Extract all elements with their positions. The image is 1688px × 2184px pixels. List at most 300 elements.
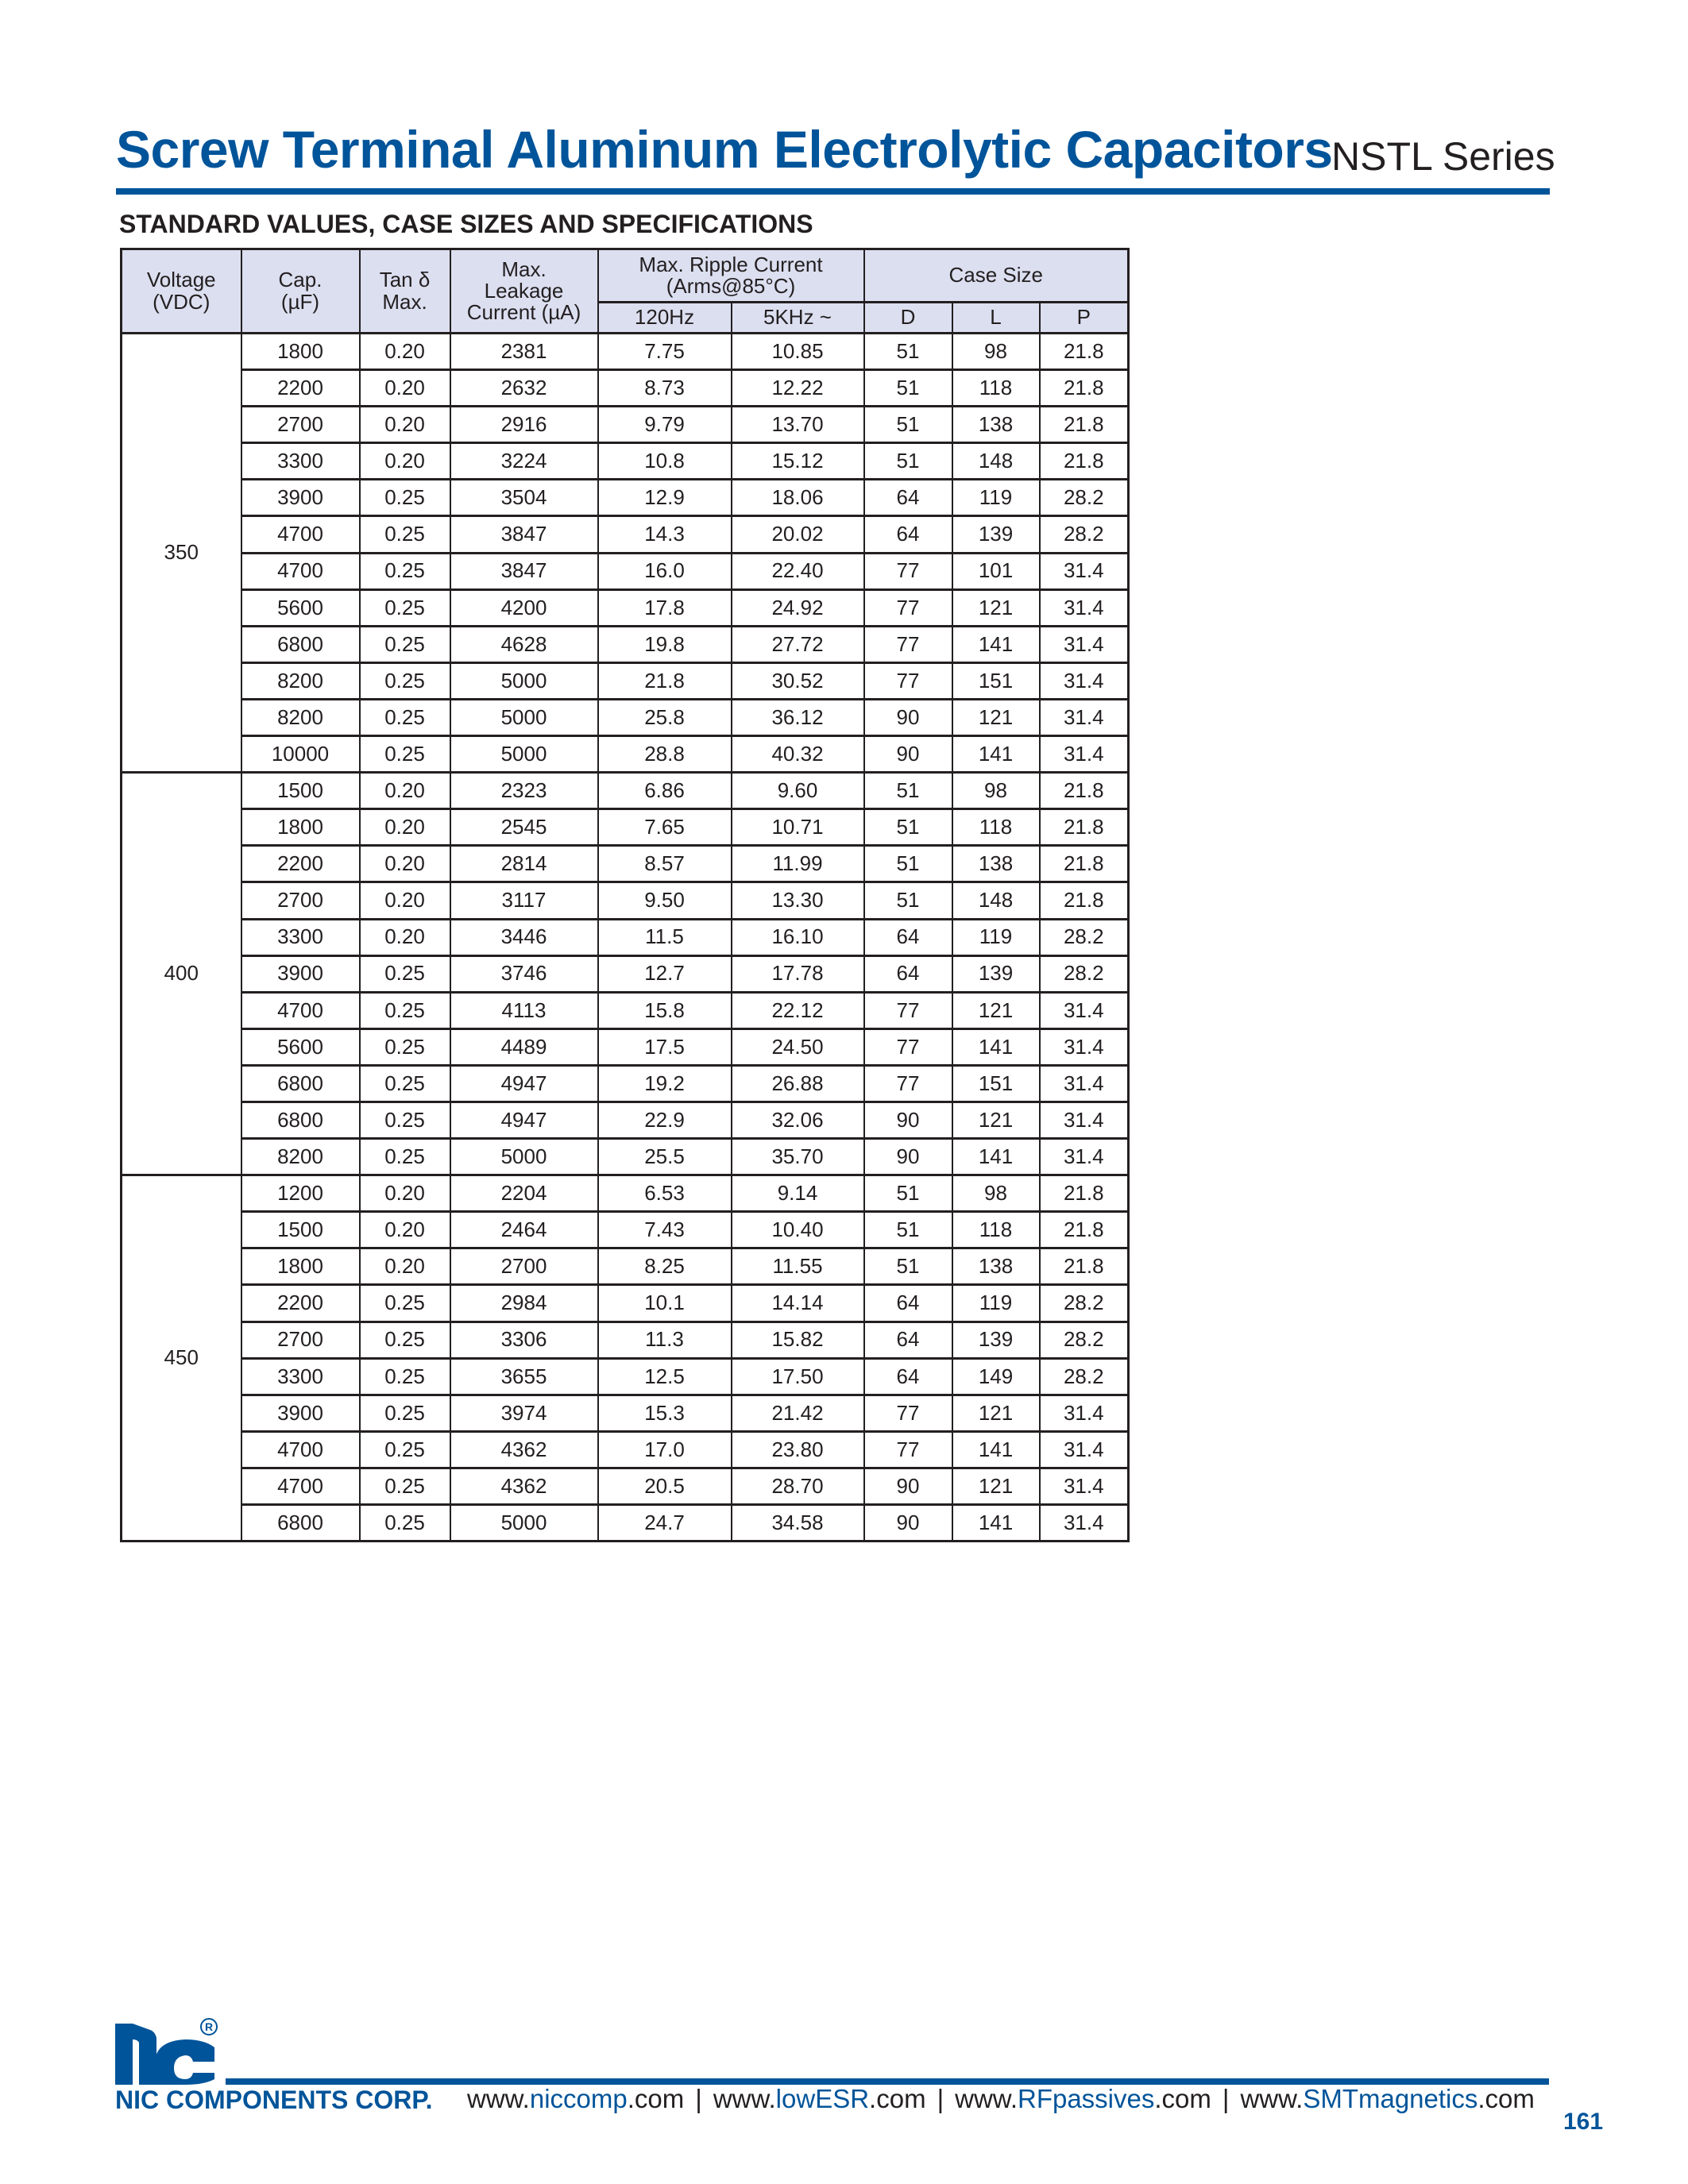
ripple-120hz-cell: 9.79 (598, 407, 732, 443)
case-p-cell: 21.8 (1040, 882, 1129, 919)
cap-cell: 1500 (241, 1212, 360, 1248)
case-d-cell: 77 (864, 589, 952, 626)
case-p-cell: 28.2 (1040, 1285, 1129, 1322)
case-l-cell: 138 (952, 407, 1040, 443)
case-d-cell: 51 (864, 334, 952, 370)
case-l-cell: 148 (952, 882, 1040, 919)
table-row (122, 1175, 1129, 1212)
case-d-cell: 64 (864, 919, 952, 955)
case-d-cell: 90 (864, 1139, 952, 1175)
voltage-cell: 400 (122, 773, 241, 1175)
table-row (122, 1028, 1129, 1065)
case-p-cell: 21.8 (1040, 407, 1129, 443)
cap-cell: 2700 (241, 1322, 360, 1358)
table-row (122, 1139, 1129, 1175)
case-l-cell: 141 (952, 626, 1040, 662)
case-p-cell: 31.4 (1040, 662, 1129, 699)
table-row (122, 809, 1129, 846)
ripple-120hz-cell: 17.0 (598, 1431, 732, 1468)
tan-cell: 0.25 (360, 553, 450, 589)
leakage-cell: 5000 (450, 736, 598, 773)
tan-cell: 0.25 (360, 955, 450, 992)
case-d-cell: 51 (864, 1175, 952, 1212)
case-l-cell: 118 (952, 1212, 1040, 1248)
table-row (122, 1285, 1129, 1322)
link-smtmagnetics[interactable]: www.SMTmagnetics.com (1240, 2084, 1535, 2113)
case-p-cell: 21.8 (1040, 443, 1129, 480)
leakage-cell: 2916 (450, 407, 598, 443)
case-d-cell: 77 (864, 662, 952, 699)
case-p-cell: 31.4 (1040, 589, 1129, 626)
ripple-120hz-cell: 11.5 (598, 919, 732, 955)
ripple-5khz-cell: 36.12 (732, 699, 864, 735)
table-row (122, 407, 1129, 443)
ripple-120hz-cell: 17.8 (598, 589, 732, 626)
col-header-voltage: Voltage (VDC) (122, 249, 241, 334)
table-row (122, 1248, 1129, 1285)
leakage-cell: 3306 (450, 1322, 598, 1358)
case-p-cell: 31.4 (1040, 992, 1129, 1028)
table-row (122, 919, 1129, 955)
case-d-cell: 90 (864, 1505, 952, 1542)
cap-cell: 5600 (241, 1028, 360, 1065)
ripple-5khz-cell: 14.14 (732, 1285, 864, 1322)
ripple-120hz-cell: 19.2 (598, 1065, 732, 1102)
ripple-5khz-cell: 9.60 (732, 773, 864, 809)
leakage-cell: 4362 (450, 1468, 598, 1504)
case-l-cell: 121 (952, 992, 1040, 1028)
tan-cell: 0.25 (360, 1102, 450, 1138)
company-name: NIC COMPONENTS CORP. (115, 2086, 433, 2114)
tan-cell: 0.25 (360, 699, 450, 735)
case-p-cell: 31.4 (1040, 699, 1129, 735)
table-row (122, 1358, 1129, 1395)
case-p-cell: 21.8 (1040, 334, 1129, 370)
ripple-5khz-cell: 22.12 (732, 992, 864, 1028)
cap-cell: 1800 (241, 809, 360, 846)
leakage-cell: 5000 (450, 662, 598, 699)
table-row (122, 662, 1129, 699)
ripple-120hz-cell: 12.5 (598, 1358, 732, 1395)
col-header-120hz: 120Hz (598, 303, 732, 334)
case-l-cell: 139 (952, 1322, 1040, 1358)
page-title: Screw Terminal Aluminum Electrolytic Capacitors (116, 120, 1333, 179)
ripple-120hz-cell: 14.3 (598, 516, 732, 553)
leakage-cell: 5000 (450, 1505, 598, 1542)
tan-cell: 0.25 (360, 626, 450, 662)
case-l-cell: 118 (952, 370, 1040, 407)
case-d-cell: 64 (864, 516, 952, 553)
table-body (122, 334, 1129, 1542)
table-row (122, 882, 1129, 919)
link-rfpassives[interactable]: www.RFpassives.com (955, 2084, 1211, 2113)
case-l-cell: 121 (952, 1395, 1040, 1431)
tan-cell: 0.25 (360, 516, 450, 553)
case-p-cell: 21.8 (1040, 1248, 1129, 1285)
cap-cell: 8200 (241, 1139, 360, 1175)
page-number: 161 (1563, 2109, 1604, 2135)
link-separator: | (1222, 2084, 1230, 2113)
case-d-cell: 51 (864, 443, 952, 480)
case-l-cell: 138 (952, 1248, 1040, 1285)
ripple-120hz-cell: 11.3 (598, 1322, 732, 1358)
case-l-cell: 141 (952, 1431, 1040, 1468)
case-p-cell: 31.4 (1040, 736, 1129, 773)
leakage-cell: 2814 (450, 846, 598, 882)
tan-cell: 0.20 (360, 882, 450, 919)
ripple-5khz-cell: 15.82 (732, 1322, 864, 1358)
case-l-cell: 121 (952, 699, 1040, 735)
col-header-5khz: 5KHz ~ (732, 303, 864, 334)
ripple-5khz-cell: 24.50 (732, 1028, 864, 1065)
leakage-cell: 3504 (450, 480, 598, 516)
series-name: NSTL Series (1331, 134, 1555, 179)
col-header-ripple-current: Max. Ripple Current (Arms@85°C) (598, 249, 864, 303)
link-separator: | (695, 2084, 702, 2113)
table-row (122, 846, 1129, 882)
cap-cell: 4700 (241, 992, 360, 1028)
ripple-5khz-cell: 21.42 (732, 1395, 864, 1431)
case-p-cell: 28.2 (1040, 516, 1129, 553)
leakage-cell: 5000 (450, 699, 598, 735)
case-l-cell: 119 (952, 480, 1040, 516)
leakage-cell: 3847 (450, 516, 598, 553)
cap-cell: 6800 (241, 1505, 360, 1542)
col-header-case-size: Case Size (864, 249, 1129, 303)
leakage-cell: 4200 (450, 589, 598, 626)
tan-cell: 0.25 (360, 1028, 450, 1065)
cap-cell: 3900 (241, 1395, 360, 1431)
leakage-cell: 2545 (450, 809, 598, 846)
table-row (122, 1212, 1129, 1248)
tan-cell: 0.25 (360, 662, 450, 699)
leakage-cell: 2323 (450, 773, 598, 809)
ripple-5khz-cell: 11.55 (732, 1248, 864, 1285)
case-d-cell: 77 (864, 1431, 952, 1468)
cap-cell: 2200 (241, 370, 360, 407)
footer-links (467, 2084, 1535, 2114)
cap-cell: 4700 (241, 553, 360, 589)
case-l-cell: 119 (952, 919, 1040, 955)
tan-cell: 0.20 (360, 919, 450, 955)
leakage-cell: 2632 (450, 370, 598, 407)
case-l-cell: 118 (952, 809, 1040, 846)
tan-cell: 0.25 (360, 1285, 450, 1322)
tan-cell: 0.20 (360, 370, 450, 407)
case-p-cell: 21.8 (1040, 370, 1129, 407)
voltage-cell: 450 (122, 1175, 241, 1542)
cap-cell: 6800 (241, 1102, 360, 1138)
ripple-120hz-cell: 15.8 (598, 992, 732, 1028)
ripple-5khz-cell: 10.40 (732, 1212, 864, 1248)
ripple-5khz-cell: 17.78 (732, 955, 864, 992)
ripple-120hz-cell: 7.65 (598, 809, 732, 846)
registered-mark-icon: R (200, 2018, 218, 2035)
col-header-p: P (1040, 303, 1129, 334)
cap-cell: 6800 (241, 626, 360, 662)
ripple-5khz-cell: 22.40 (732, 553, 864, 589)
case-l-cell: 98 (952, 1175, 1040, 1212)
ripple-120hz-cell: 28.8 (598, 736, 732, 773)
voltage-cell: 350 (122, 334, 241, 773)
ripple-5khz-cell: 18.06 (732, 480, 864, 516)
table-row (122, 443, 1129, 480)
case-p-cell: 31.4 (1040, 626, 1129, 662)
leakage-cell: 3655 (450, 1358, 598, 1395)
case-l-cell: 98 (952, 334, 1040, 370)
tan-cell: 0.20 (360, 407, 450, 443)
ripple-5khz-cell: 20.02 (732, 516, 864, 553)
cap-cell: 3300 (241, 443, 360, 480)
case-p-cell: 21.8 (1040, 1175, 1129, 1212)
case-l-cell: 139 (952, 955, 1040, 992)
case-p-cell: 31.4 (1040, 1505, 1129, 1542)
col-header-tan-delta: Tan δ Max. (360, 249, 450, 334)
case-d-cell: 64 (864, 1358, 952, 1395)
tan-cell: 0.20 (360, 773, 450, 809)
tan-cell: 0.25 (360, 1139, 450, 1175)
case-d-cell: 64 (864, 480, 952, 516)
tan-cell: 0.25 (360, 1065, 450, 1102)
leakage-cell: 4947 (450, 1065, 598, 1102)
leakage-cell: 3224 (450, 443, 598, 480)
tan-cell: 0.20 (360, 1212, 450, 1248)
case-d-cell: 51 (864, 1248, 952, 1285)
nic-logo-icon (115, 2024, 217, 2085)
cap-cell: 3300 (241, 1358, 360, 1395)
cap-cell: 1500 (241, 773, 360, 809)
cap-cell: 3900 (241, 480, 360, 516)
case-d-cell: 64 (864, 1322, 952, 1358)
ripple-120hz-cell: 17.5 (598, 1028, 732, 1065)
ripple-5khz-cell: 13.30 (732, 882, 864, 919)
case-d-cell: 77 (864, 553, 952, 589)
table-row (122, 1431, 1129, 1468)
ripple-120hz-cell: 7.75 (598, 334, 732, 370)
ripple-120hz-cell: 24.7 (598, 1505, 732, 1542)
case-l-cell: 119 (952, 1285, 1040, 1322)
leakage-cell: 3446 (450, 919, 598, 955)
ripple-5khz-cell: 17.50 (732, 1358, 864, 1395)
cap-cell: 2200 (241, 1285, 360, 1322)
ripple-120hz-cell: 8.57 (598, 846, 732, 882)
table-row (122, 480, 1129, 516)
ripple-120hz-cell: 12.9 (598, 480, 732, 516)
table-row (122, 992, 1129, 1028)
leakage-cell: 3746 (450, 955, 598, 992)
case-p-cell: 21.8 (1040, 773, 1129, 809)
case-l-cell: 101 (952, 553, 1040, 589)
case-l-cell: 141 (952, 1028, 1040, 1065)
case-d-cell: 64 (864, 955, 952, 992)
table-row (122, 1102, 1129, 1138)
ripple-5khz-cell: 23.80 (732, 1431, 864, 1468)
link-niccomp[interactable]: www.niccomp.com (467, 2084, 685, 2113)
cap-cell: 2700 (241, 407, 360, 443)
case-l-cell: 151 (952, 662, 1040, 699)
leakage-cell: 2700 (450, 1248, 598, 1285)
case-l-cell: 148 (952, 443, 1040, 480)
ripple-5khz-cell: 30.52 (732, 662, 864, 699)
col-header-l: L (952, 303, 1040, 334)
case-d-cell: 77 (864, 992, 952, 1028)
table-row (122, 1322, 1129, 1358)
table-row (122, 736, 1129, 773)
ripple-120hz-cell: 19.8 (598, 626, 732, 662)
leakage-cell: 5000 (450, 1139, 598, 1175)
case-p-cell: 28.2 (1040, 1358, 1129, 1395)
leakage-cell: 4489 (450, 1028, 598, 1065)
case-l-cell: 141 (952, 736, 1040, 773)
leakage-cell: 3117 (450, 882, 598, 919)
case-l-cell: 139 (952, 516, 1040, 553)
tan-cell: 0.20 (360, 1248, 450, 1285)
ripple-5khz-cell: 16.10 (732, 919, 864, 955)
table-row (122, 370, 1129, 407)
case-l-cell: 121 (952, 589, 1040, 626)
leakage-cell: 4947 (450, 1102, 598, 1138)
cap-cell: 8200 (241, 699, 360, 735)
tan-cell: 0.20 (360, 809, 450, 846)
table-row (122, 553, 1129, 589)
cap-cell: 3300 (241, 919, 360, 955)
tan-cell: 0.25 (360, 1468, 450, 1504)
case-d-cell: 64 (864, 1285, 952, 1322)
ripple-120hz-cell: 9.50 (598, 882, 732, 919)
cap-cell: 5600 (241, 589, 360, 626)
table-row (122, 1065, 1129, 1102)
table-row (122, 626, 1129, 662)
case-d-cell: 77 (864, 626, 952, 662)
case-d-cell: 51 (864, 370, 952, 407)
section-heading: STANDARD VALUES, CASE SIZES AND SPECIFICATIONS (119, 210, 813, 238)
ripple-5khz-cell: 26.88 (732, 1065, 864, 1102)
case-d-cell: 51 (864, 773, 952, 809)
case-d-cell: 77 (864, 1065, 952, 1102)
case-d-cell: 51 (864, 407, 952, 443)
col-header-leakage-current: Max. Leakage Current (µA) (450, 249, 598, 334)
case-d-cell: 51 (864, 846, 952, 882)
tan-cell: 0.25 (360, 1395, 450, 1431)
link-lowesr[interactable]: www.lowESR.com (713, 2084, 926, 2113)
link-separator: | (937, 2084, 944, 2113)
ripple-120hz-cell: 21.8 (598, 662, 732, 699)
case-p-cell: 21.8 (1040, 1212, 1129, 1248)
cap-cell: 6800 (241, 1065, 360, 1102)
cap-cell: 4700 (241, 1431, 360, 1468)
case-p-cell: 31.4 (1040, 1468, 1129, 1504)
leakage-cell: 2204 (450, 1175, 598, 1212)
tan-cell: 0.20 (360, 1175, 450, 1212)
table-row (122, 773, 1129, 809)
tan-cell: 0.25 (360, 1322, 450, 1358)
case-p-cell: 31.4 (1040, 1395, 1129, 1431)
ripple-5khz-cell: 9.14 (732, 1175, 864, 1212)
case-d-cell: 90 (864, 1102, 952, 1138)
case-l-cell: 121 (952, 1102, 1040, 1138)
ripple-120hz-cell: 25.5 (598, 1139, 732, 1175)
case-l-cell: 121 (952, 1468, 1040, 1504)
ripple-5khz-cell: 34.58 (732, 1505, 864, 1542)
leakage-cell: 4113 (450, 992, 598, 1028)
ripple-120hz-cell: 10.1 (598, 1285, 732, 1322)
cap-cell: 2200 (241, 846, 360, 882)
case-l-cell: 141 (952, 1139, 1040, 1175)
table-row (122, 699, 1129, 735)
ripple-120hz-cell: 7.43 (598, 1212, 732, 1248)
ripple-5khz-cell: 35.70 (732, 1139, 864, 1175)
tan-cell: 0.25 (360, 736, 450, 773)
tan-cell: 0.25 (360, 589, 450, 626)
tan-cell: 0.20 (360, 846, 450, 882)
case-p-cell: 28.2 (1040, 955, 1129, 992)
ripple-5khz-cell: 15.12 (732, 443, 864, 480)
cap-cell: 1800 (241, 1248, 360, 1285)
case-d-cell: 77 (864, 1395, 952, 1431)
col-header-d: D (864, 303, 952, 334)
case-d-cell: 90 (864, 1468, 952, 1504)
ripple-120hz-cell: 6.86 (598, 773, 732, 809)
ripple-120hz-cell: 20.5 (598, 1468, 732, 1504)
cap-cell: 8200 (241, 662, 360, 699)
ripple-5khz-cell: 10.71 (732, 809, 864, 846)
case-p-cell: 31.4 (1040, 1139, 1129, 1175)
tan-cell: 0.25 (360, 1358, 450, 1395)
cap-cell: 10000 (241, 736, 360, 773)
cap-cell: 4700 (241, 1468, 360, 1504)
tan-cell: 0.20 (360, 334, 450, 370)
case-l-cell: 138 (952, 846, 1040, 882)
case-l-cell: 151 (952, 1065, 1040, 1102)
case-p-cell: 31.4 (1040, 1065, 1129, 1102)
leakage-cell: 4362 (450, 1431, 598, 1468)
cap-cell: 4700 (241, 516, 360, 553)
cap-cell: 2700 (241, 882, 360, 919)
ripple-120hz-cell: 15.3 (598, 1395, 732, 1431)
table-row (122, 1468, 1129, 1504)
header-rule (116, 188, 1550, 195)
leakage-cell: 2984 (450, 1285, 598, 1322)
table-row (122, 516, 1129, 553)
case-d-cell: 90 (864, 736, 952, 773)
case-l-cell: 141 (952, 1505, 1040, 1542)
tan-cell: 0.25 (360, 1431, 450, 1468)
cap-cell: 1800 (241, 334, 360, 370)
cap-cell: 3900 (241, 955, 360, 992)
case-d-cell: 77 (864, 1028, 952, 1065)
case-l-cell: 149 (952, 1358, 1040, 1395)
case-d-cell: 51 (864, 809, 952, 846)
ripple-120hz-cell: 12.7 (598, 955, 732, 992)
ripple-5khz-cell: 28.70 (732, 1468, 864, 1504)
cap-cell: 1200 (241, 1175, 360, 1212)
tan-cell: 0.25 (360, 1505, 450, 1542)
ripple-5khz-cell: 11.99 (732, 846, 864, 882)
case-p-cell: 21.8 (1040, 809, 1129, 846)
ripple-5khz-cell: 24.92 (732, 589, 864, 626)
case-p-cell: 28.2 (1040, 919, 1129, 955)
table-row (122, 589, 1129, 626)
specifications-table (120, 248, 1130, 1542)
case-p-cell: 31.4 (1040, 1028, 1129, 1065)
ripple-120hz-cell: 16.0 (598, 553, 732, 589)
leakage-cell: 2464 (450, 1212, 598, 1248)
leakage-cell: 3974 (450, 1395, 598, 1431)
case-p-cell: 31.4 (1040, 1431, 1129, 1468)
case-d-cell: 51 (864, 1212, 952, 1248)
ripple-120hz-cell: 22.9 (598, 1102, 732, 1138)
col-header-capacitance: Cap. (µF) (241, 249, 360, 334)
